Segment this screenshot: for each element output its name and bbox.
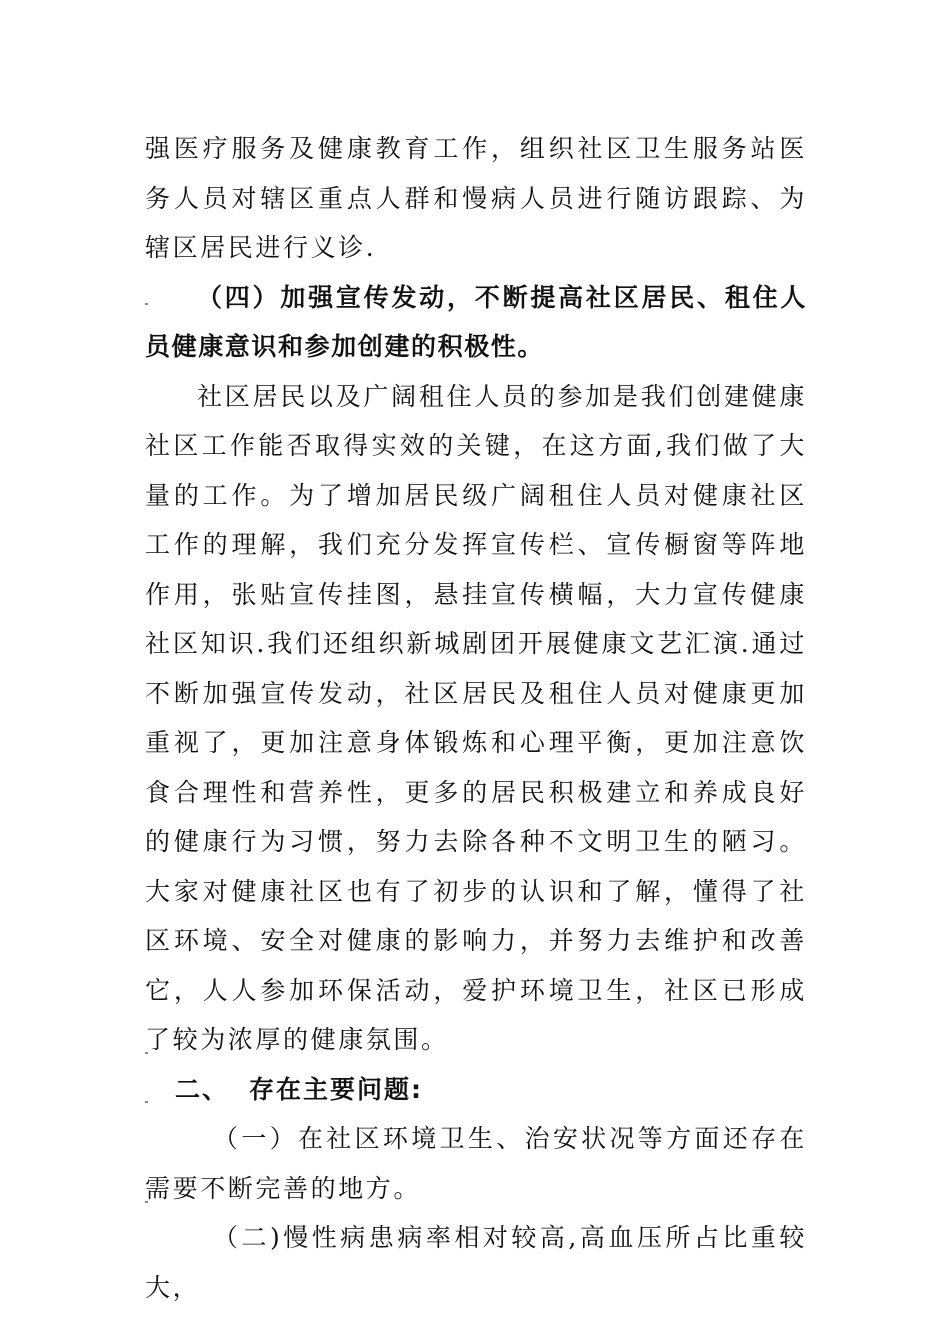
paragraph-issue-one: （一）在社区环境卫生、治安状况等方面还存在需要不断完善的地方。 <box>145 1124 807 1203</box>
section-heading-four: （四）加强宣传发动，不断提高社区居民、租住人员健康意识和参加创建的积极性。 <box>145 282 807 361</box>
document-page <box>145 124 807 1312</box>
paragraph-publicity: 社区居民以及广阔租住人员的参加是我们创建健康社区工作能否取得实效的关键，在这方面,我们做了大量的工作。为了增加居民级广阔租住人员对健康社区工作的理解，我们充分发挥宣传栏、宣传橱窗等阵地作用，张贴宣传挂图，悬挂宣传横幅，大力宣传健康社区知识.我们还组织新城剧团开展健康文艺汇演.通过不断加强宣传发动，社区居民及租住人员对健康更加重视了，更加注意身体锻炼和心理平衡，更加注意饮食合理性和营养性，更多的居民积极建立和养成良好的健康行为习惯，努力去除各种不文明卫生的陋习。大家对健康社区也有了初步的认识和了解，懂得了社区环境、安全对健康的影响力，并努力去维护和改善它，人人参加环保活动，爱护环境卫生，社区已形成了较为浓厚的健康氛围。 <box>145 381 807 1054</box>
paragraph-medical-service: 强医疗服务及健康教育工作，组织社区卫生服务站医务人员对辖区重点人群和慢病人员进行随访跟踪、为辖区居民进行义诊. <box>145 134 807 262</box>
section-title: 存在主要问题: <box>249 1074 424 1104</box>
section-number: 二、 <box>175 1074 230 1104</box>
section-heading-two <box>145 1065 807 1115</box>
paragraph-issue-two: （二)慢性病患病率相对较高,高血压所占比重较大， <box>145 1223 807 1302</box>
